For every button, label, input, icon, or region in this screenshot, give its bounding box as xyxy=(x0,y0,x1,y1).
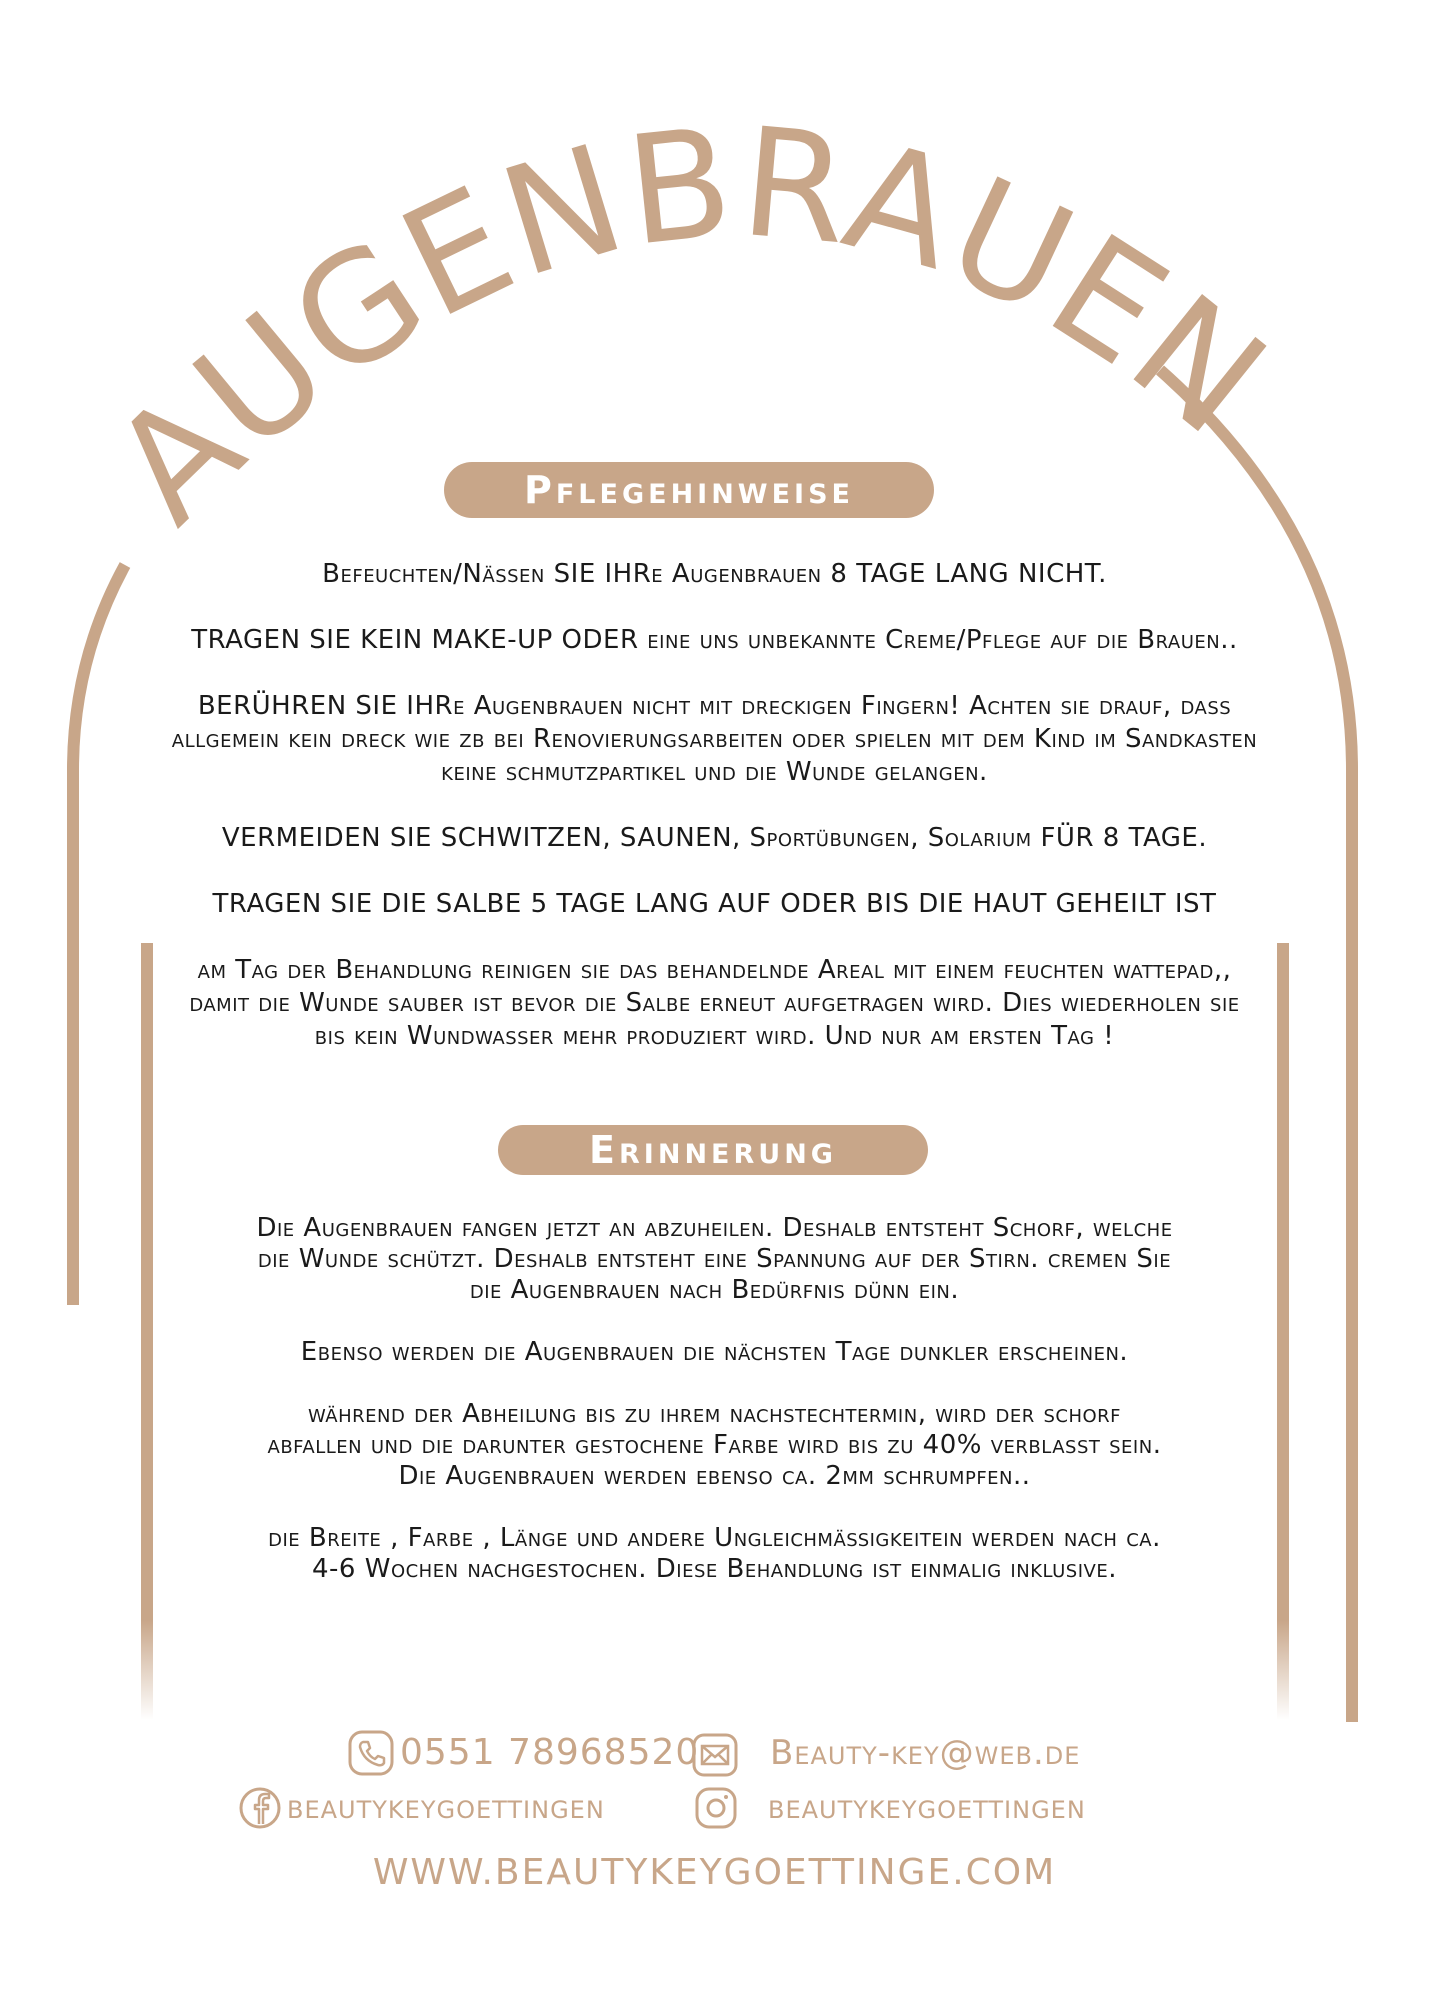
care-paragraph: TRAGEN SIE KEIN MAKE-UP ODER eine uns unbekannte Creme/Pflege auf die Brauen.. xyxy=(191,625,1238,655)
care-paragraph: TRAGEN SIE DIE SALBE 5 TAGE LANG AUF ODER BIS DIE HAUT GEHEILT IST xyxy=(212,889,1217,919)
email-link[interactable]: Beauty-key@web.de xyxy=(770,1733,1081,1773)
reminder-paragraph: die Breite , Farbe , Länge und andere Ungleichmäßigkeitein werden nach ca. 4-6 Wochen nachgestochen. Diese Behandlung ist einmalig inklusive. xyxy=(268,1523,1161,1584)
care-heading: Pflegehinweise xyxy=(444,462,934,518)
care-section xyxy=(150,558,1279,1086)
facebook-icon xyxy=(238,1786,282,1830)
instagram-link[interactable]: beautykeygoettingen xyxy=(768,1787,1086,1827)
reminder-paragraph: während der Abheilung bis zu ihrem nachstechtermin, wird der schorf abfallen und die darunter gestochene Farbe wird bis zu 40% verblasst sein. Die Augenbrauen werden ebenso ca. 2mm schrumpfen.. xyxy=(267,1399,1162,1491)
instagram-icon xyxy=(694,1786,738,1830)
care-paragraph: Befeuchten/Nässen SIE IHRe Augenbrauen 8 TAGE LANG NICHT. xyxy=(322,559,1107,589)
reminder-heading: Erinnerung xyxy=(498,1125,928,1175)
reminder-paragraph: Die Augenbrauen fangen jetzt an abzuheilen. Deshalb entsteht Schorf, welche die Wunde schützt. Deshalb entsteht eine Spannung auf der Stirn. cremen Sie die Augenbrauen nach Bedürfnis dünn ein. xyxy=(256,1213,1173,1305)
title-arc xyxy=(0,0,1429,620)
mail-icon xyxy=(692,1733,738,1777)
page-title: AUGENBRAUEN xyxy=(80,95,1298,556)
care-paragraph: VERMEIDEN SIE SCHWITZEN, SAUNEN, Sportübungen, Solarium FÜR 8 TAGE. xyxy=(221,823,1208,853)
care-paragraph: am Tag der Behandlung reinigen sie das behandelnde Areal mit einem feuchten wattepad,, damit die Wunde sauber ist bevor die Salbe erneut aufgetragen wird. Dies wiederholen sie bis kein Wundwasser mehr produziert wird. Und nur am ersten Tag ! xyxy=(189,955,1240,1051)
website-link[interactable]: WWW.BEAUTYKEYGOETTINGE.COM xyxy=(372,1852,1057,1893)
phone-number[interactable]: 0551 78968520 xyxy=(400,1732,700,1773)
reminder-section xyxy=(240,1213,1189,1585)
phone-icon xyxy=(348,1730,394,1776)
reminder-paragraph: Ebenso werden die Augenbrauen die nächsten Tage dunkler erscheinen. xyxy=(300,1337,1129,1367)
care-paragraph: BERÜHREN SIE IHRe Augenbrauen nicht mit dreckigen Fingern! Achten sie drauf, dass allgemein kein dreck wie zb bei Renovierungsarbeiten oder spielen mit dem Kind im Sandkasten keine schmutzpartikel und die Wunde gelangen. xyxy=(171,691,1258,787)
facebook-link[interactable]: beautykeygoettingen xyxy=(287,1787,605,1827)
